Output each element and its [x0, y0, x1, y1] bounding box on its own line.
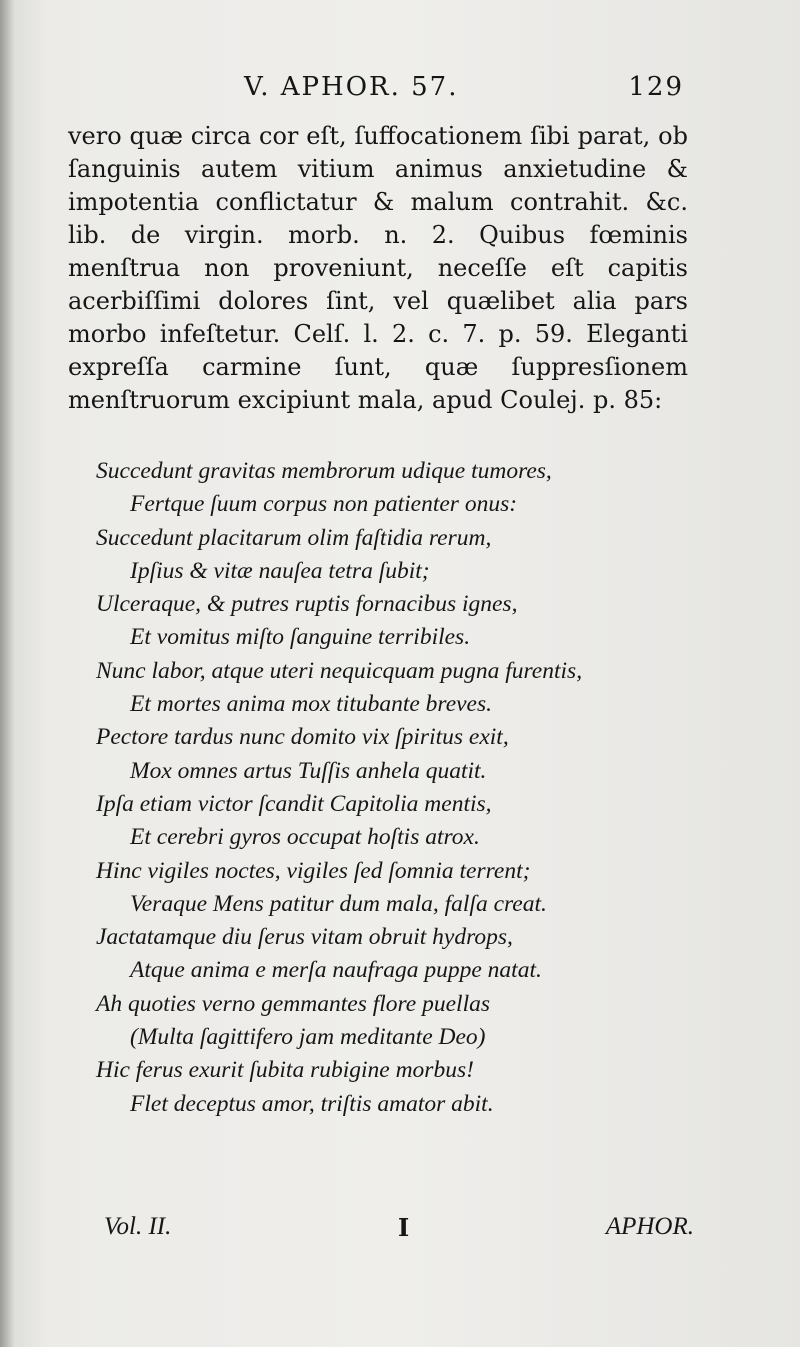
poem-line: Ulceraque, & putres ruptis fornacibus ignes,: [96, 591, 518, 618]
catchword: APHOR.: [605, 1213, 694, 1240]
prose-paragraph: [68, 120, 688, 417]
poem-line: Ipſa etiam victor ſcandit Capitolia mentis,: [96, 790, 492, 817]
poem-line: Ipſius & vitæ nauſea tetra ſubit;: [130, 557, 430, 584]
poem-line: (Multa ſagittifero jam meditante Deo): [130, 1024, 486, 1051]
volume-label: Vol. II.: [104, 1213, 172, 1240]
poem-line: Hinc vigiles noctes, vigiles ſed ſomnia terrent;: [96, 857, 531, 884]
page-number: 129: [628, 72, 684, 102]
poem-line: Mox omnes artus Tuſſis anhela quatit.: [130, 757, 487, 784]
prose-text: vero quæ circa cor eſt, ſuffocationem ſibi parat, ob ſanguinis autem vitium animus anxietudine & impotentia conflictatur & malum contrahit. &c. lib. de virgin. morb. n. 2. Quibus fœminis menſtrua non proveniunt, neceſſe eſt capitis acerbiſſimi dolores ſint, vel quælibet alia pars morbo infeſtetur. Celſ. l. 2. c. 7. p. 59. Eleganti expreſſa carmine ſunt, quæ ſuppresſionem menſtruorum excipiunt mala, apud Coulej. p. 85:: [68, 122, 688, 414]
poem-line: Jactatamque diu ſerus vitam obruit hydrops,: [96, 924, 513, 951]
signature-mark: I: [398, 1213, 410, 1242]
poem-line: Et vomitus miſto ſanguine terribiles.: [130, 624, 471, 651]
page-header: [244, 72, 684, 112]
poem-line: Hic ferus exurit ſubita rubigine morbus!: [96, 1057, 474, 1084]
running-title: V. APHOR. 57.: [244, 72, 459, 102]
poem-line: Veraque Mens patitur dum mala, falſa creat.: [130, 890, 547, 917]
page-gutter-shadow: [0, 0, 14, 1347]
poem-line: Succedunt gravitas membrorum udique tumores,: [96, 458, 552, 484]
poem-line: Fertque ſuum corpus non patienter onus:: [130, 491, 518, 518]
poem-line: Et mortes anima mox titubante breves.: [130, 691, 493, 718]
poem-line: Ah quoties verno gemmantes flore puellas: [96, 990, 490, 1017]
poem-line: Pectore tardus nunc domito vix ſpiritus exit,: [96, 724, 509, 751]
page-footer: [104, 1213, 694, 1249]
quoted-poem: [96, 455, 696, 1121]
poem-line: Flet deceptus amor, triſtis amator abit.: [130, 1090, 494, 1117]
poem-line: Nunc labor, atque uteri nequicquam pugna furentis,: [96, 657, 583, 684]
poem-line: Et cerebri gyros occupat hoſtis atrox.: [130, 824, 480, 851]
poem-line: Atque anima e merſa naufraga puppe natat.: [130, 957, 542, 984]
poem-line: Succedunt placitarum olim faſtidia rerum,: [96, 524, 492, 551]
